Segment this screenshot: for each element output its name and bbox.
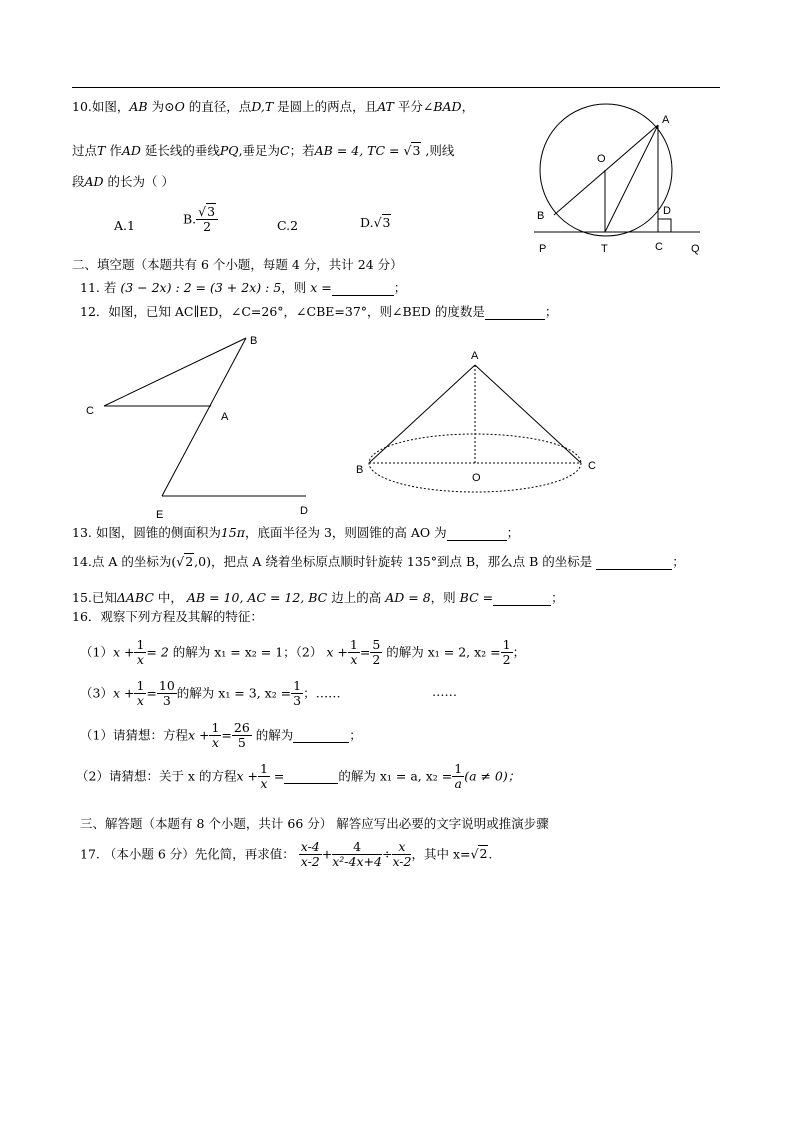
fig12-label-c: C xyxy=(86,405,94,417)
q10-option-a: A.1 xyxy=(114,218,135,233)
q10-line1: 10.如图，AB 为⊙O 的直径，点D,T 是圆上的两点，且AT 平分∠BAD， xyxy=(72,99,475,114)
section2-title: 二、填空题（本题共有 6 个小题，每题 4 分，共计 24 分） xyxy=(72,257,403,272)
q16-guess2: （2）请猜想：关于 x 的方程x + $\frac{1}{x}$ = 的解为 x₁ = a, x₂ = $\frac{1}{a}(a \ne 0)$； xyxy=(76,761,521,792)
q13: 13. 如图，圆锥的侧面积为15π，底面半径为 3，则圆锥的高 AO 为 ； xyxy=(72,525,520,540)
q16-row1: （1）x + $\frac{1}{x}= 2$ 的解为 x₁ = x₂ = 1；（2） x + $\frac{1}{x}=$ $\frac{5}{2}$ 的解为 x₁ = 2, x₂ = $\frac{1}{2}$ ； xyxy=(80,637,526,668)
fig12-label-d: D xyxy=(300,505,308,517)
q17: 17. （本小题 6 分）先化简，再求值： $\frac{x-4}{x-2}+$ $\frac{4}{\text{x²-4x+4}}\div$ $\frac{x}{x-2}$，其中 x=√2. xyxy=(80,839,493,870)
q10-line3: 段AD 的长为（ ） xyxy=(72,174,175,189)
fig10-label-t: T xyxy=(601,243,608,255)
fig10-label-b: B xyxy=(537,210,545,222)
q16-title: 16．观察下列方程及其解的特征： xyxy=(72,609,263,624)
fig10-label-a: A xyxy=(662,114,670,126)
q10-line2: 过点T 作AD 延长线的垂线PQ,垂足为C；若AB = 4, TC = √3 ,则线 xyxy=(72,143,455,158)
fig13-label-b: B xyxy=(356,464,364,476)
fig10-label-o: O xyxy=(597,153,606,165)
fig10-label-c: C xyxy=(655,241,663,253)
q16-row2: （3）x + $\frac{1}{x}=$ $\frac{10}{3}$ 的解为 x₁ = 3, x₂ = $\frac{1}{3}$ ；…… xyxy=(80,678,341,709)
fig12-label-e: E xyxy=(156,509,164,520)
fig10-label-d: D xyxy=(663,205,671,217)
q10-option-d: D.√3 xyxy=(360,215,391,230)
fig13-label-a: A xyxy=(471,350,479,362)
q10-circle-figure xyxy=(528,98,708,260)
fig10-label-q: Q xyxy=(691,243,700,255)
q16-row2-ellipsis: …… xyxy=(432,684,457,699)
fig12-label-b: B xyxy=(250,335,258,347)
q12-figure xyxy=(80,330,320,520)
header-rule xyxy=(72,87,720,88)
fig10-label-p: P xyxy=(539,243,547,255)
q12: 12．如图，已知 AC∥ED，∠C=26°，∠CBE=37°，则∠BED 的度数是 ； xyxy=(80,304,558,319)
q13-cone-figure xyxy=(350,345,610,493)
fig13-label-o: O xyxy=(472,472,481,484)
q14: 14.点 A 的坐标为(√2,0)，把点 A 绕着坐标原点顺时针旋转 135°到点 B，那么点 B 的坐标是 ； xyxy=(72,554,685,569)
q10-option-b: B. $\frac{√3}{2}$ xyxy=(183,205,218,235)
q11: 11. 若 (3 − 2x) : 2 = (3 + 2x) : 5，则 x = ； xyxy=(80,280,407,295)
fig13-label-c: C xyxy=(588,460,596,472)
q15: 15.已知ΔABC 中， AB = 10, AC = 12, BC 边上的高 AD = 8，则 BC = ； xyxy=(72,590,564,605)
q10-option-c: C.2 xyxy=(277,218,299,233)
section3-title: 三、解答题（本题有 8 个小题，共计 66 分） 解答应写出必要的文字说明或推演步骤 xyxy=(80,816,549,831)
q16-guess1: （1）请猜想：方程x + $\frac{1}{x}=$ $\frac{26}{5}$ 的解为 ； xyxy=(80,720,362,751)
fig12-label-a: A xyxy=(221,411,229,423)
